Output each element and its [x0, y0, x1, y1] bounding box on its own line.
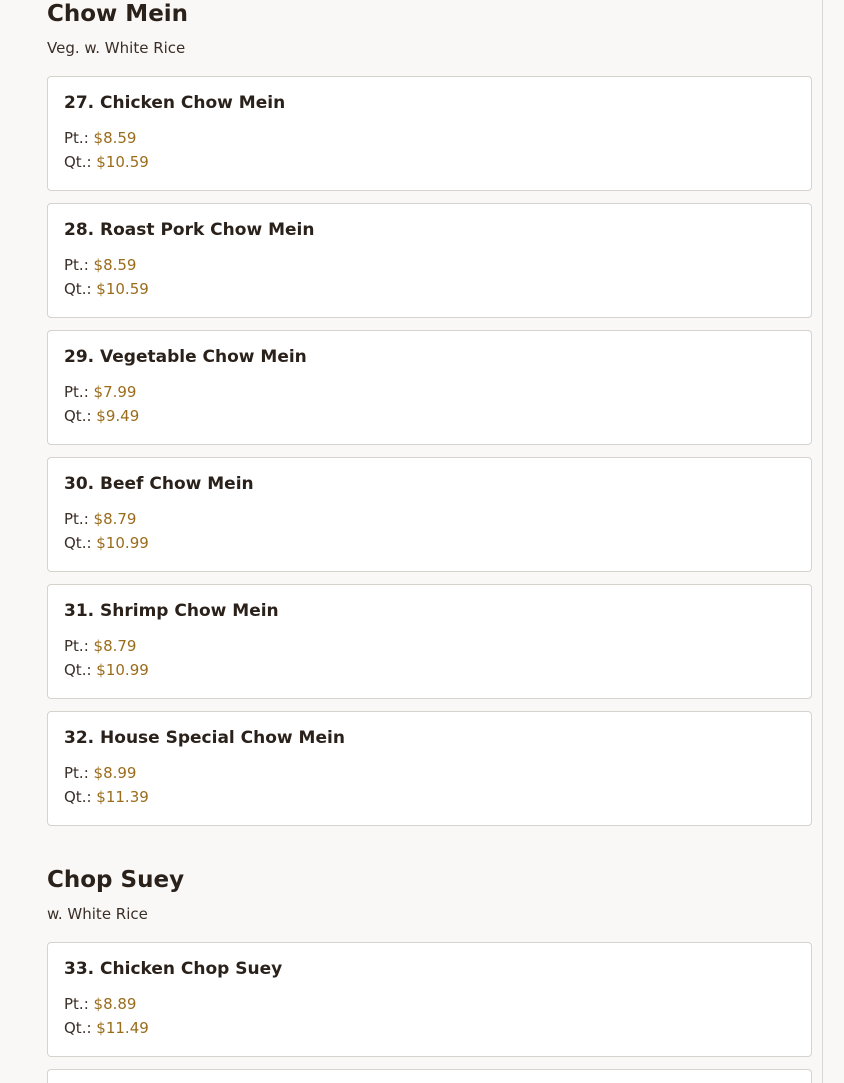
- menu-item-name: 33. Chicken Chop Suey: [64, 959, 283, 979]
- price-label: Qt.:: [64, 1019, 92, 1037]
- menu-item-name: 28. Roast Pork Chow Mein: [64, 220, 315, 240]
- price-label: Qt.:: [64, 534, 92, 552]
- section-title-chop-suey: Chop Suey: [47, 867, 185, 893]
- price-value: $8.89: [93, 995, 137, 1013]
- price-value: $11.39: [96, 788, 149, 806]
- price-label: Qt.:: [64, 280, 92, 298]
- price-label: Pt.:: [64, 256, 89, 274]
- section-title-chow-mein: Chow Mein: [47, 1, 189, 27]
- price-pint: [64, 636, 136, 656]
- price-value: $8.59: [93, 256, 137, 274]
- price-quart: [64, 787, 149, 807]
- price-value: $8.79: [93, 637, 137, 655]
- price-label: Pt.:: [64, 995, 89, 1013]
- section-subtitle-chow-mein: Veg. w. White Rice: [47, 39, 186, 57]
- price-pint: [64, 994, 136, 1014]
- price-value: $8.79: [93, 510, 137, 528]
- price-pint: [64, 763, 136, 783]
- menu-item-card-partial[interactable]: [47, 1069, 812, 1083]
- menu-item-name: 30. Beef Chow Mein: [64, 474, 254, 494]
- menu-item-name: 32. House Special Chow Mein: [64, 728, 345, 748]
- price-label: Pt.:: [64, 510, 89, 528]
- price-value: $10.99: [96, 661, 149, 679]
- price-label: Qt.:: [64, 153, 92, 171]
- price-pint: [64, 382, 136, 402]
- price-value: $9.49: [96, 407, 140, 425]
- menu-item-card[interactable]: [47, 76, 812, 191]
- menu-item-name: 29. Vegetable Chow Mein: [64, 347, 307, 367]
- price-quart: [64, 533, 149, 553]
- price-label: Qt.:: [64, 407, 92, 425]
- price-quart: [64, 1018, 149, 1038]
- price-label: Pt.:: [64, 129, 89, 147]
- price-label: Qt.:: [64, 661, 92, 679]
- price-value: $8.99: [93, 764, 137, 782]
- price-value: $10.59: [96, 153, 149, 171]
- menu-item-card[interactable]: [47, 203, 812, 318]
- menu-item-name: 31. Shrimp Chow Mein: [64, 601, 279, 621]
- price-pint: [64, 128, 136, 148]
- price-value: $8.59: [93, 129, 137, 147]
- price-value: $10.99: [96, 534, 149, 552]
- price-pint: [64, 255, 136, 275]
- price-quart: [64, 660, 149, 680]
- price-label: Pt.:: [64, 637, 89, 655]
- menu-item-card[interactable]: [47, 457, 812, 572]
- price-value: $11.49: [96, 1019, 149, 1037]
- price-pint: [64, 509, 136, 529]
- price-quart: [64, 279, 149, 299]
- section-subtitle-chop-suey: w. White Rice: [47, 905, 148, 923]
- menu-item-card[interactable]: [47, 330, 812, 445]
- price-value: $10.59: [96, 280, 149, 298]
- menu-item-name: 27. Chicken Chow Mein: [64, 93, 286, 113]
- price-label: Qt.:: [64, 788, 92, 806]
- page-right-divider: [822, 0, 823, 1083]
- menu-item-card[interactable]: [47, 584, 812, 699]
- price-label: Pt.:: [64, 383, 89, 401]
- price-quart: [64, 406, 139, 426]
- menu-item-card[interactable]: [47, 942, 812, 1057]
- price-value: $7.99: [93, 383, 137, 401]
- price-label: Pt.:: [64, 764, 89, 782]
- menu-item-card[interactable]: [47, 711, 812, 826]
- price-quart: [64, 152, 149, 172]
